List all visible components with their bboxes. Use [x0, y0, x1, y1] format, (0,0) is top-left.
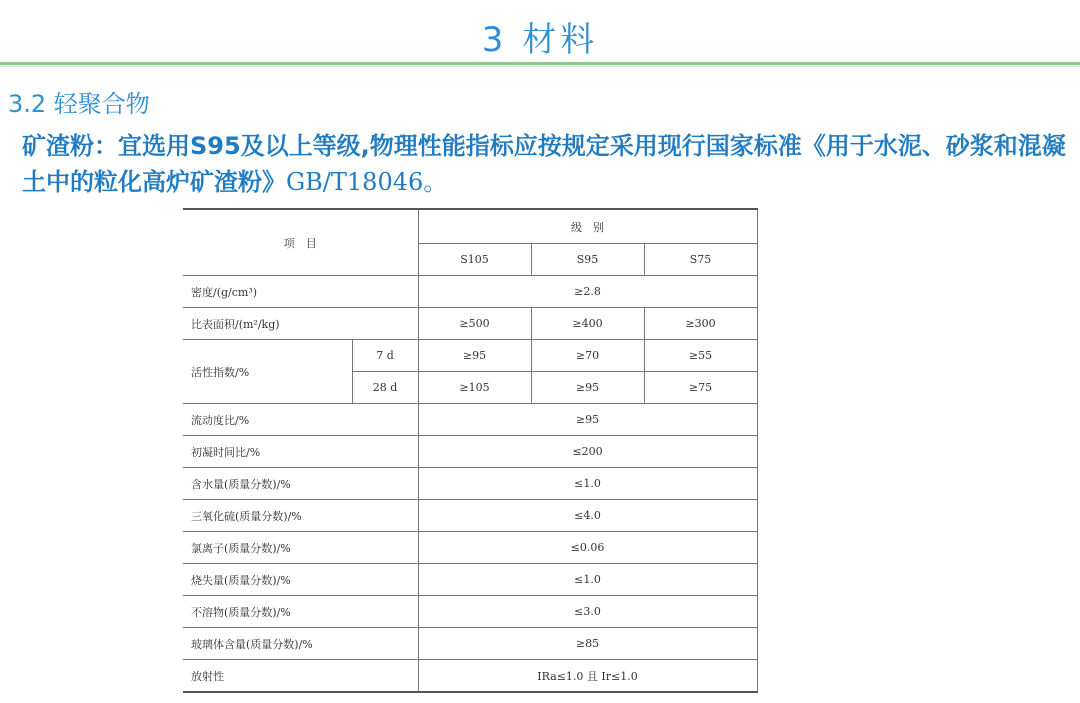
table-row	[183, 596, 757, 628]
row-value: ≥75	[644, 372, 757, 404]
table-row	[183, 500, 757, 532]
row-value: ≤4.0	[418, 500, 757, 532]
row-value: ≤1.0	[418, 468, 757, 500]
row-value: ≥85	[418, 628, 757, 660]
page-title: 3 材料	[481, 20, 599, 60]
table-row	[183, 564, 757, 596]
row-value: ≥70	[531, 340, 644, 372]
row-value: ≥400	[531, 308, 644, 340]
row-label: 流动度比/%	[183, 404, 418, 436]
row-label: 初凝时间比/%	[183, 436, 418, 468]
table-row	[183, 340, 757, 372]
row-value: ≥55	[644, 340, 757, 372]
section-heading: 3.2 轻聚合物	[8, 90, 150, 118]
row-value: ≥95	[418, 340, 531, 372]
header-grade-s75: S75	[644, 244, 757, 276]
row-label: 比表面积/(m²/kg)	[183, 308, 418, 340]
table-row	[183, 404, 757, 436]
table-row	[183, 436, 757, 468]
header-grade-cell: 级 别	[418, 209, 757, 244]
table-row	[183, 276, 757, 308]
header-grade-s95: S95	[531, 244, 644, 276]
row-label: 玻璃体含量(质量分数)/%	[183, 628, 418, 660]
table-row	[183, 628, 757, 660]
row-value: ≤3.0	[418, 596, 757, 628]
row-value: ≥2.8	[418, 276, 757, 308]
row-label: 烧失量(质量分数)/%	[183, 564, 418, 596]
standard-code: GB/T18046。	[286, 168, 448, 196]
row-value: IRa≤1.0 且 Ir≤1.0	[418, 660, 757, 693]
row-value: ≥300	[644, 308, 757, 340]
row-label: 密度/(g/cm³)	[183, 276, 418, 308]
age-cell: 28 d	[352, 372, 418, 404]
table-row	[183, 468, 757, 500]
slag-powder-spec-table	[183, 208, 758, 693]
age-cell: 7 d	[352, 340, 418, 372]
row-value: ≤0.06	[418, 532, 757, 564]
title-divider-thin	[0, 66, 1080, 67]
table-row	[183, 532, 757, 564]
header-item-cell: 项 目	[183, 209, 418, 276]
row-value: ≤1.0	[418, 564, 757, 596]
paragraph-text: 矿渣粉：宜选用S95及以上等级,物理性能指标应按规定采用现行国家标准《用于水泥、砂浆和混凝土中的粒化高炉矿渣粉》	[22, 132, 1066, 196]
table-header-row	[183, 209, 757, 244]
row-label: 三氧化硫(质量分数)/%	[183, 500, 418, 532]
row-label: 放射性	[183, 660, 418, 693]
row-value: ≥105	[418, 372, 531, 404]
row-label: 含水量(质量分数)/%	[183, 468, 418, 500]
row-label: 活性指数/%	[183, 340, 352, 404]
row-value: ≤200	[418, 436, 757, 468]
title-divider	[0, 62, 1080, 65]
body-paragraph	[22, 128, 1072, 200]
row-value: ≥95	[418, 404, 757, 436]
row-label: 不溶物(质量分数)/%	[183, 596, 418, 628]
row-value: ≥500	[418, 308, 531, 340]
table-row	[183, 660, 757, 693]
row-label: 氯离子(质量分数)/%	[183, 532, 418, 564]
row-value: ≥95	[531, 372, 644, 404]
table-row	[183, 308, 757, 340]
header-grade-s105: S105	[418, 244, 531, 276]
